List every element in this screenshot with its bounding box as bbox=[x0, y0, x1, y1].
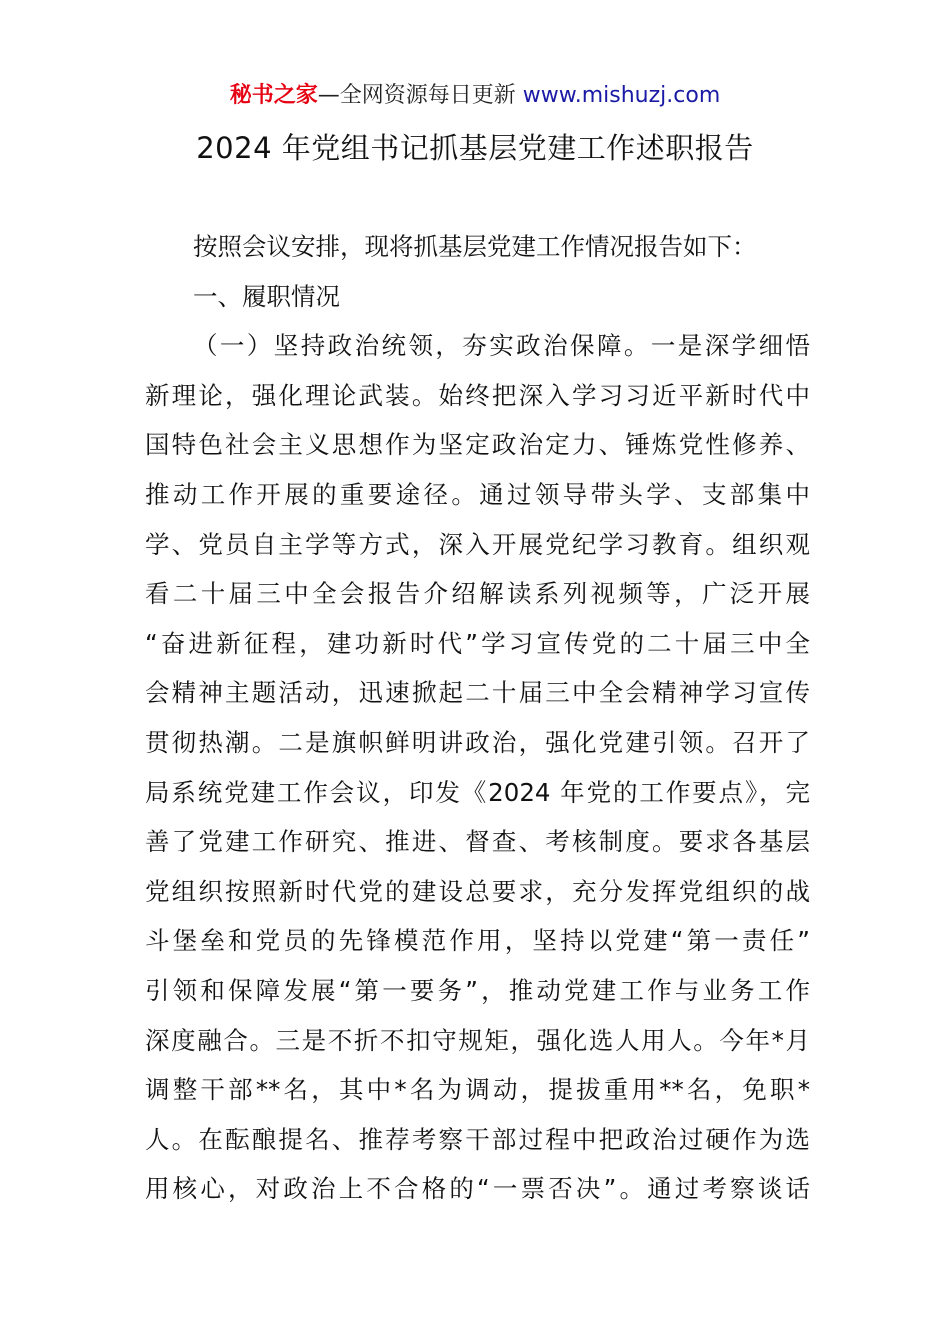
text-line: 引领和保障发展“第一要务”，推动党建工作与业务工作 bbox=[145, 975, 810, 1005]
text-line: 新理论，强化理论武装。始终把深入学习习近平新时代中 bbox=[145, 380, 810, 410]
text-line: 局系统党建工作会议，印发《2024 年党的工作要点》，完 bbox=[145, 777, 810, 807]
site-header bbox=[0, 80, 950, 112]
text-line: 看二十届三中全会报告介绍解读系列视频等，广泛开展 bbox=[145, 579, 810, 609]
text-line-intro: 按照会议安排，现将抓基层党建工作情况报告如下： bbox=[193, 232, 757, 261]
text-line: 国特色社会主义思想作为坚定政治定力、锤炼党性修养、 bbox=[145, 430, 810, 460]
text-line: （一）坚持政治统领，夯实政治保障。一是深学细悟 bbox=[193, 331, 810, 361]
text-line: 推动工作开展的重要途径。通过领导带头学、支部集中 bbox=[145, 479, 810, 509]
site-brand: 秘书之家 bbox=[229, 83, 318, 108]
document-body bbox=[145, 222, 810, 1214]
text-line: 贯彻热潮。二是旗帜鲜明讲政治，强化党建引领。召开了 bbox=[145, 727, 810, 757]
site-url-link[interactable]: www.mishuzj.com bbox=[522, 83, 721, 108]
text-line: “奋进新征程，建功新时代”学习宣传党的二十届三中全 bbox=[145, 628, 810, 658]
text-line: 调整干部**名，其中*名为调动，提拔重用**名，免职* bbox=[145, 1075, 810, 1105]
text-line: 斗堡垒和党员的先锋模范作用，坚持以党建“第一责任” bbox=[145, 926, 810, 956]
text-line: 学、党员自主学等方式，深入开展党纪学习教育。组织观 bbox=[145, 529, 810, 559]
text-line: 善了党建工作研究、推进、督查、考核制度。要求各基层 bbox=[145, 827, 810, 857]
text-line: 会精神主题活动，迅速掀起二十届三中全会精神学习宣传 bbox=[145, 678, 810, 708]
text-line: 用核心，对政治上不合格的“一票否决”。通过考察谈话 bbox=[145, 1174, 810, 1204]
text-line: 深度融合。三是不折不扣守规矩，强化选人用人。今年*月 bbox=[145, 1025, 810, 1055]
text-line: 党组织按照新时代党的建设总要求，充分发挥党组织的战 bbox=[145, 876, 810, 906]
text-line: 人。在酝酿提名、推荐考察干部过程中把政治过硬作为选 bbox=[145, 1124, 810, 1154]
site-tagline: —全网资源每日更新 bbox=[317, 83, 516, 108]
document-title: 2024 年党组书记抓基层党建工作述职报告 bbox=[196, 131, 754, 165]
section-heading: 一、履职情况 bbox=[193, 281, 340, 311]
